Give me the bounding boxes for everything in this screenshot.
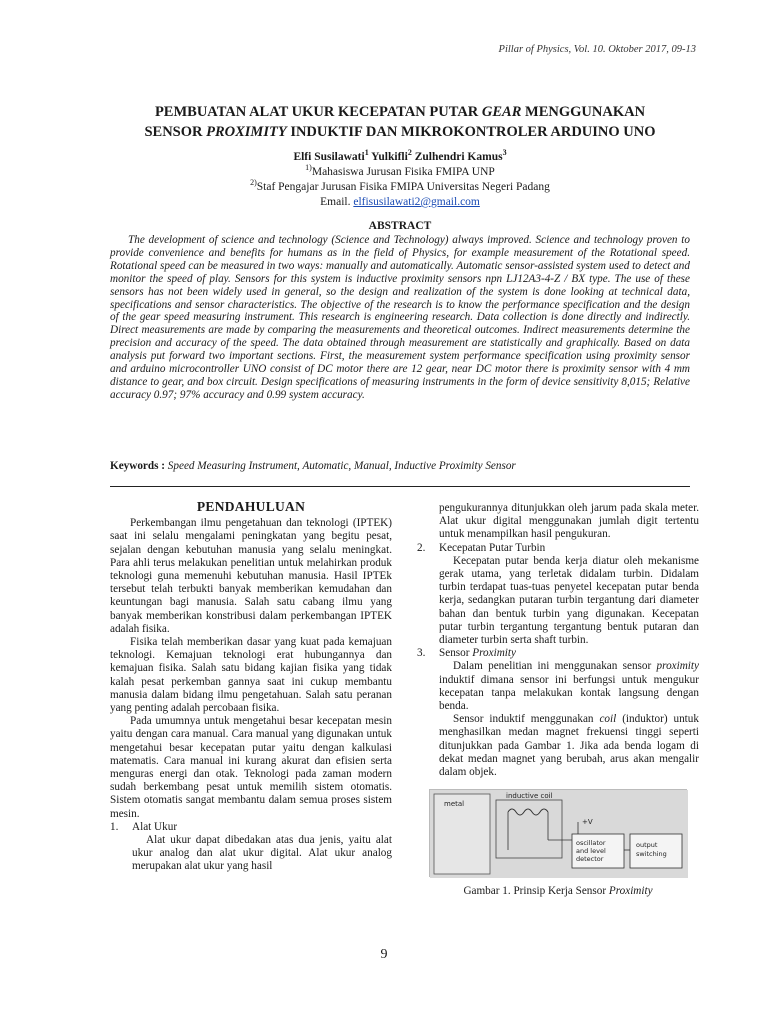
- coil-label: inductive coil: [506, 792, 553, 801]
- oscillator-label: detector: [576, 855, 604, 864]
- page-number: 9: [380, 947, 388, 962]
- output-label: switching: [636, 850, 667, 859]
- author-names: Elfi Susilawati$^1$ Yulkifli$^2$ Zulhendri Kamus$^3$: [293, 148, 507, 163]
- metal-label: metal: [444, 800, 465, 809]
- paragraph: Pada umumnya untuk mengetahui besar kecepatan mesin yaitu dengan cara manual. Cara manual yang digunakan untuk mengetahui besar kecepatan putar yaitu dengan kalkulasi matematis. Cara manual ini kurang akurat dan efisien serta menguras energi dan otak. Teknologi pada zaman modern sudah berkembang pesat untuk memilih sistem otomatis. Sistem otomatis sangat membantu dalam semua proses sistem mesin.: [110, 715, 392, 820]
- right-column: [417, 502, 699, 898]
- sensor-diagram: [430, 790, 688, 878]
- proximity-sensor-figure: [429, 789, 687, 877]
- paragraph: Alat ukur dapat dibedakan atas dua jenis, yaitu alat ukur analog dan alat ukur digital. Alat ukur analog merupakan alat ukur yang hasil: [132, 834, 392, 873]
- voltage-label: +V: [582, 818, 593, 827]
- left-column: [110, 500, 392, 874]
- paragraph: pengukurannya ditunjukkan oleh jarum pada skala meter. Alat ukur digital menggunakan jumlah digit tertentu untuk menampilkan hasil pengukuran.: [439, 502, 699, 541]
- affiliation-1: $^{1)}$Mahasiswa Jurusan Fisika FMIPA UNP: [305, 163, 495, 178]
- paragraph: Fisika telah memberikan dasar yang kuat pada kemajuan teknologi. Kemajuan teknologi erat hubungannya dan kemajuan fisika. Salah satu bidang kajian fisika yang tidak kalah pesat perkemban gannya saat ini cukup membantu manusia dalam bidang ilmu pengetahuan. Salah satu peranan yang penting adalah percobaan fisika.: [110, 636, 392, 715]
- paper-title: PEMBUATAN ALAT UKUR KECEPATAN PUTAR GEAR MENGGUNAKAN SENSOR PROXIMITY INDUKTIF DAN MIKROKONTROLER ARDUINO UNO: [144, 104, 656, 140]
- email-link[interactable]: elfisusilawati2@gmail.com: [353, 196, 480, 208]
- oscillator-label: and level: [576, 847, 606, 856]
- paragraph: Perkembangan ilmu pengetahuan dan teknologi (IPTEK) saat ini selalu mengalami peningkatan yang begitu pesat, sejalan dengan kebutuhan manusia yang selalu meningkat. Para ahli terus melakukan penelitian untuk melahirkan produk teknologi guna memenuhi kebutuhan manusia. Hasil IPTEk tersebut telah terbukti banyak memberikan kemudahan dan keuntungan bagi manusia. Salah satu cabang ilmu yang banyak memberikan konstribusi dalam perkembangan IPTEK adalah fisika.: [110, 517, 392, 635]
- abstract-text: The development of science and technology (Science and Technology) always improved. Science and technology proven to provide convenience and benefits for humans as in the field of Physics, for example measurement of the Rotational speed. Rotational speed can be measured in two ways: manually and automatically. Automatic sensor-assisted system used to detect and monitor the speed of play. Sensors for this system is inductive proximity sensors npn LJ12A3-4-Z / BX type. The use of these sensors has not been widely used in general, so the design and realization of the system is done looking at technical data, specifications and sensor characteristics. The objective of the research is to know the performance specification and the design of the gear speed measuring instrument. This research is engineering research. Data collection is done directly and indirectly. Direct measurements are made by comparing the measurements and theoretical outcomes. Indirect measurements determine the precision and accuracy of the speed. The data obtained through measurement are statistically and graphically. Based on data analysis put forward two important sections. First, the measurement system performance specification using proximity sensor and arduino microcontroller UNO consist of DC motor there are 12 gear, near DC motor there is proximity sensor with 4 mm distance to gear, and box circuit. Design specifications of measuring instruments in the form of device sensitivity 8,015; Relative accuracy 0.97; 97% accuracy and 0.99 system accuracy.: [110, 234, 690, 401]
- oscillator-label: oscillator: [576, 839, 606, 848]
- paragraph: Sensor induktif menggunakan coil (induktor) untuk menghasilkan medan magnet frekuensi tinggi seperti ditunjukkan pada Gambar 1. Jika ada benda logam di dekat medan magnet yang berubah, arus akan mengalir dalam objek.: [439, 713, 699, 779]
- keywords: Keywords : Speed Measuring Instrument, Automatic, Manual, Inductive Proximity Sensor: [110, 460, 516, 472]
- email-line: Email. elfisusilawati2@gmail.com: [320, 196, 480, 208]
- divider: [110, 486, 690, 487]
- output-label: output: [636, 841, 658, 850]
- section-heading: PENDAHULUAN: [196, 499, 306, 514]
- abstract-heading: ABSTRACT: [368, 220, 432, 232]
- list-item: 2. Kecepatan Putar Turbin: [417, 541, 546, 554]
- list-item: 1. Alat Ukur: [110, 820, 178, 833]
- affiliation-2: $^{2)}$Staf Pengajar Jurusan Fisika FMIPA Universitas Negeri Padang: [250, 178, 550, 193]
- paragraph: Dalam penelitian ini menggunakan sensor proximity induktif dimana sensor ini berfungsi untuk mengukur kecepatan tanpa melakukan kontak langsung dengan benda.: [439, 660, 699, 713]
- author-block: [110, 150, 690, 210]
- paragraph: Kecepatan putar benda kerja diatur oleh mekanisme gerak utama, yang terletak didalam turbin. Didalam turbin terdapat tuas-tuas penyetel kecepatan putar benda kerja, sedangkan putaran turbin tergantung dari diameter bahan dan bentuk turbin yang digunakan. Kecepatan putar turbin tergantung tergantung bentuk putaran dan diameter turbin serta shaft turbin.: [439, 554, 699, 647]
- list-item: 3. Sensor Proximity: [417, 647, 516, 660]
- figure-caption: Gambar 1. Prinsip Kerja Sensor Proximity: [463, 885, 653, 898]
- journal-header: Pillar of Physics, Vol. 10. Oktober 2017, 09-13: [498, 44, 696, 55]
